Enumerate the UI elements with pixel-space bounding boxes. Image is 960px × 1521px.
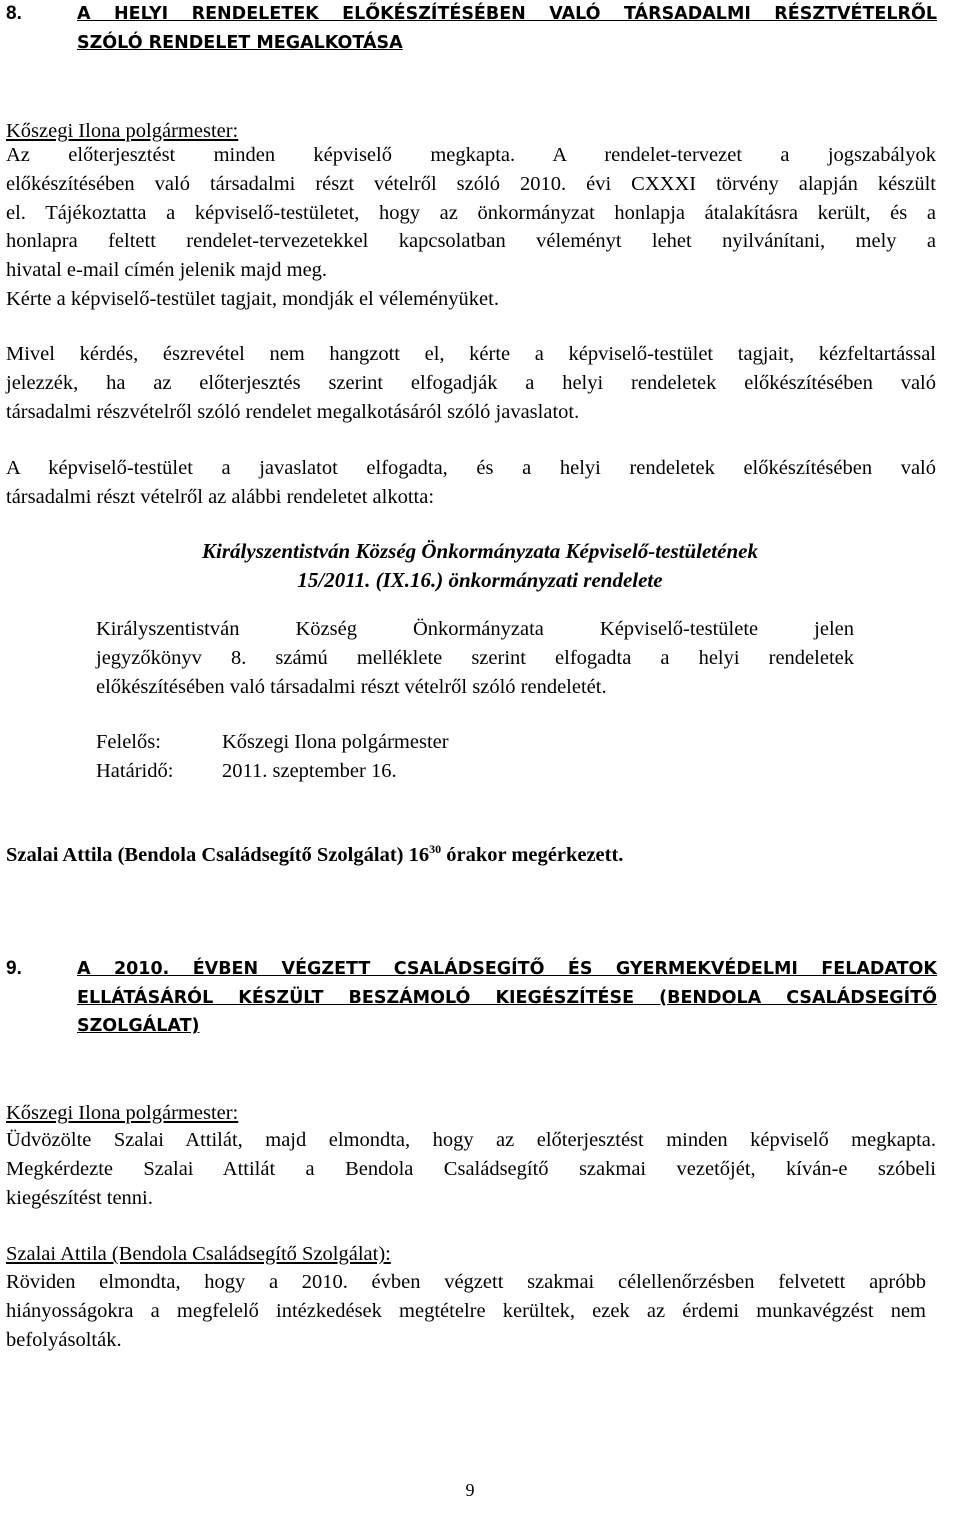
- section-8-title-line-1: A HELYI RENDELETEK ELŐKÉSZÍTÉSÉBEN VALÓ TÁRSADALMI RÉSZTVÉTELRŐL: [77, 4, 937, 24]
- paragraph-line: Kérte a képviselő-testület tagjait, mondják el véleményüket.: [6, 287, 499, 310]
- paragraph-line: társadalmi részt vételről az alábbi rendeletet alkotta:: [6, 485, 435, 508]
- section-9-paragraph-1: [6, 1126, 936, 1212]
- section-9-title-line-1: A 2010. ÉVBEN VÉGZETT CSALÁDSEGÍTŐ ÉS GYERMEKVÉDELMI FELADATOK: [77, 959, 937, 979]
- section-8-number: 8.: [6, 3, 22, 24]
- paragraph-line: befolyásolták.: [6, 1328, 122, 1351]
- arrival-minutes: 30: [429, 842, 442, 856]
- speaker-label: Szalai Attila (Bendola Családsegítő Szolgálat):: [6, 1243, 391, 1265]
- section-9-paragraph-2: [6, 1268, 926, 1354]
- section-9-number: 9.: [6, 958, 22, 979]
- decree-body-line: jegyzőkönyv 8. számú melléklete szerint elfogadta a helyi rendeletek: [96, 646, 854, 669]
- paragraph-1: [6, 141, 936, 314]
- section-8-title-line-2: SZÓLÓ RENDELET MEGALKOTÁSA: [77, 32, 403, 53]
- decree-body-line: Királyszentistván Község Önkormányzata Képviselő-testülete jelen: [96, 618, 854, 640]
- paragraph-line: el. Tájékoztatta a képviselő-testületet, hogy az önkormányzat honlapja átalakításra került, és a: [6, 201, 936, 224]
- paragraph-line: hiányosságokra a megfelelő intézkedések megtételre kerültek, ezek az érdemi munkavégzést nem: [6, 1299, 926, 1322]
- decree-body-line: előkészítésében való társadalmi részt vételről szóló rendeletét.: [96, 675, 607, 698]
- page-number: 9: [465, 1480, 475, 1500]
- paragraph-line: Megkérdezte Szalai Attilát a Bendola Családsegítő szakmai vezetőjét, kíván-e szóbeli: [6, 1157, 936, 1180]
- decree-body: [96, 615, 854, 701]
- deadline-value: 2011. szeptember 16.: [222, 760, 397, 782]
- section-9-title-line-2: ELLÁTÁSÁRÓL KÉSZÜLT BESZÁMOLÓ KIEGÉSZÍTÉSE (BENDOLA CSALÁDSEGÍTŐ: [77, 987, 937, 1008]
- arrival-note: [6, 841, 623, 870]
- paragraph-line: előkészítésében való társadalmi részt vételről szóló 2010. évi CXXXI törvény alapján készült: [6, 172, 936, 195]
- responsible-label: Felelős:: [96, 731, 161, 753]
- paragraph-line: jelezzék, ha az előterjesztés szerint elfogadják a helyi rendeletek előkészítésében való: [6, 371, 936, 394]
- paragraph-3: [6, 454, 936, 512]
- paragraph-line: Mivel kérdés, észrevétel nem hangzott el, kérte a képviselő-testület tagjait, kézfeltartással: [6, 343, 936, 365]
- paragraph-line: Az előterjesztést minden képviselő megkapta. A rendelet-tervezet a jogszabályok: [6, 144, 936, 166]
- paragraph-line: kiegészítést tenni.: [6, 1186, 153, 1209]
- section-9-title: [77, 955, 937, 1041]
- deadline-label: Határidő:: [96, 760, 174, 782]
- decree-title-line-1: Királyszentistván Község Önkormányzata Képviselő-testületének: [202, 539, 758, 563]
- speaker-label: Kőszegi Ilona polgármester:: [6, 120, 239, 142]
- decree-title: [0, 537, 960, 595]
- paragraph-2: [6, 340, 936, 426]
- section-9-title-line-3: SZOLGÁLAT): [77, 1016, 200, 1036]
- decree-title-line-2: 15/2011. (IX.16.) önkormányzati rendelete: [297, 567, 663, 592]
- paragraph-line: Üdvözölte Szalai Attilát, majd elmondta, hogy az előterjesztést minden képviselő megkapta.: [6, 1129, 936, 1151]
- paragraph-line: hivatal e-mail címén jelenik majd meg.: [6, 259, 328, 282]
- paragraph-line: honlapra feltett rendelet-tervezetekkel kapcsolatban véleményt lehet nyilvánítani, mely a: [6, 230, 936, 253]
- paragraph-line: társadalmi részvételről szóló rendelet megalkotásáról szóló javaslatot.: [6, 400, 580, 423]
- arrival-text: Szalai Attila (Bendola Családsegítő Szolgálat) 16: [6, 844, 430, 866]
- arrival-text-end: órakor megérkezett.: [441, 844, 624, 866]
- paragraph-line: A képviselő-testület a javaslatot elfogadta, és a helyi rendeletek előkészítésében való: [6, 457, 936, 479]
- responsible-value: Kőszegi Ilona polgármester: [222, 731, 449, 753]
- section-8-title: [77, 0, 937, 57]
- speaker-label: Kőszegi Ilona polgármester:: [6, 1102, 239, 1124]
- paragraph-line: Röviden elmondta, hogy a 2010. évben végzett szakmai célellenőrzésben felvetett apróbb: [6, 1271, 926, 1293]
